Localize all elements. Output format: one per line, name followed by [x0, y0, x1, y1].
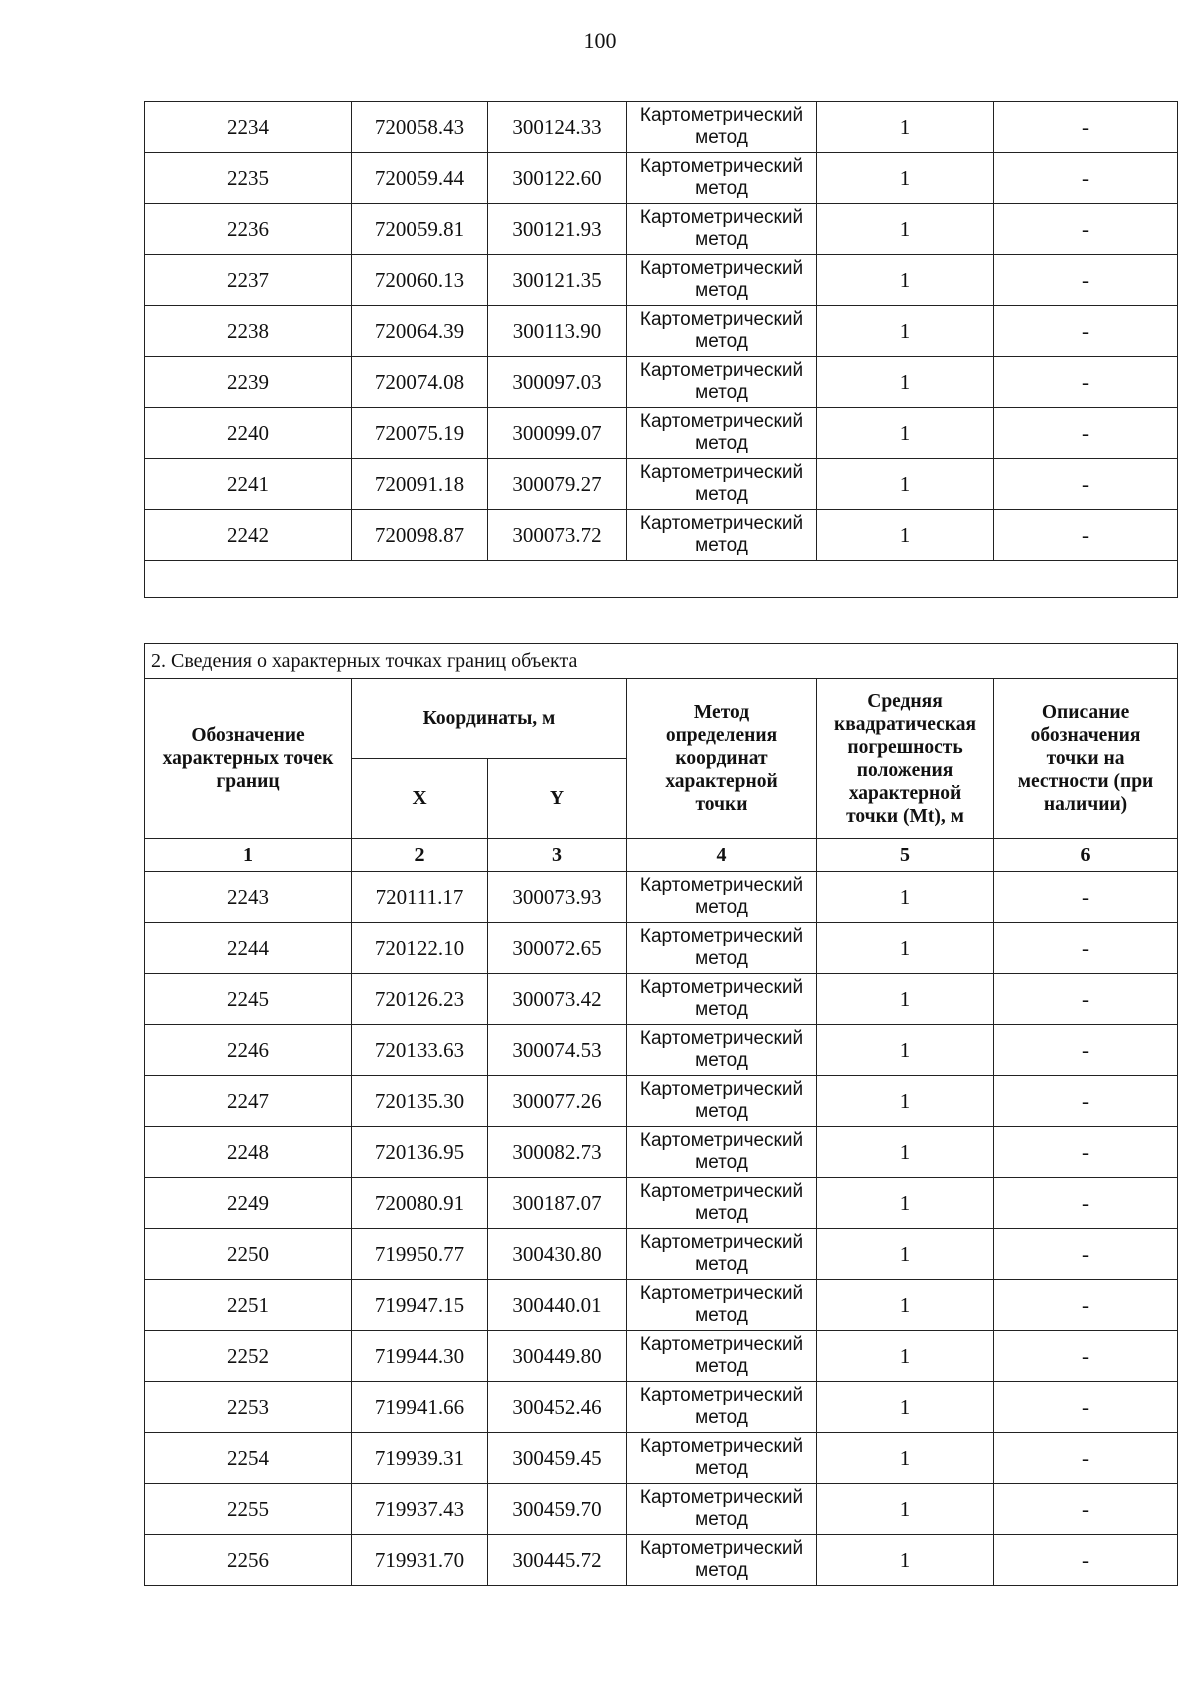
mean-error-cell: 1 — [817, 1229, 994, 1280]
description-cell: - — [994, 204, 1178, 255]
point-cell: 2255 — [145, 1484, 352, 1535]
method-line: метод — [695, 1050, 748, 1071]
description-cell: - — [994, 1127, 1178, 1178]
point-cell: 2241 — [145, 459, 352, 510]
column-number: 3 — [488, 839, 627, 872]
point-cell: 2236 — [145, 204, 352, 255]
method-line: метод — [695, 1152, 748, 1173]
table-row — [145, 357, 1178, 408]
method-line: метод — [695, 535, 748, 556]
method-line: метод — [695, 1560, 748, 1581]
description-cell: - — [994, 357, 1178, 408]
method-line: метод — [695, 433, 748, 454]
point-cell: 2253 — [145, 1382, 352, 1433]
method-cell — [627, 306, 817, 357]
y-coordinate-cell: 300452.46 — [488, 1382, 627, 1433]
header-method: Метод определения координат характерной точки — [627, 679, 817, 839]
y-coordinate-cell: 300073.72 — [488, 510, 627, 561]
method-line: Картометрический — [639, 258, 804, 279]
y-coordinate-cell: 300459.45 — [488, 1433, 627, 1484]
method-line: метод — [695, 280, 748, 301]
description-cell: - — [994, 923, 1178, 974]
table-row — [145, 1280, 1178, 1331]
table-row — [145, 1433, 1178, 1484]
header-mean-error: Средняя квадратическая погрешность положения характерной точки (Mt), м — [817, 679, 994, 839]
method-line: метод — [695, 484, 748, 505]
method-cell — [627, 1025, 817, 1076]
point-cell: 2249 — [145, 1178, 352, 1229]
y-coordinate-cell: 300082.73 — [488, 1127, 627, 1178]
point-cell: 2248 — [145, 1127, 352, 1178]
point-cell: 2238 — [145, 306, 352, 357]
description-cell: - — [994, 1076, 1178, 1127]
column-number: 6 — [994, 839, 1178, 872]
point-cell: 2240 — [145, 408, 352, 459]
table-row — [145, 153, 1178, 204]
table-row — [145, 1382, 1178, 1433]
table-row — [145, 1178, 1178, 1229]
boundary-points-table-continued — [144, 101, 1178, 598]
method-line: Картометрический — [639, 1385, 804, 1406]
description-cell: - — [994, 306, 1178, 357]
x-coordinate-cell: 719947.15 — [352, 1280, 488, 1331]
method-line: Картометрический — [639, 360, 804, 381]
method-line: Картометрический — [639, 207, 804, 228]
point-cell: 2239 — [145, 357, 352, 408]
method-cell — [627, 1484, 817, 1535]
caption-row — [145, 644, 1178, 679]
method-cell — [627, 1331, 817, 1382]
header-row — [145, 679, 1178, 759]
x-coordinate-cell: 719944.30 — [352, 1331, 488, 1382]
mean-error-cell: 1 — [817, 102, 994, 153]
y-coordinate-cell: 300074.53 — [488, 1025, 627, 1076]
method-line: Картометрический — [639, 926, 804, 947]
method-line: метод — [695, 897, 748, 918]
x-coordinate-cell: 720075.19 — [352, 408, 488, 459]
method-line: метод — [695, 382, 748, 403]
method-cell — [627, 1535, 817, 1586]
point-cell: 2237 — [145, 255, 352, 306]
x-coordinate-cell: 720091.18 — [352, 459, 488, 510]
table-row — [145, 872, 1178, 923]
y-coordinate-cell: 300187.07 — [488, 1178, 627, 1229]
method-line: метод — [695, 1458, 748, 1479]
method-cell — [627, 1280, 817, 1331]
method-line: метод — [695, 999, 748, 1020]
x-coordinate-cell: 720060.13 — [352, 255, 488, 306]
method-line: метод — [695, 127, 748, 148]
mean-error-cell: 1 — [817, 1484, 994, 1535]
x-coordinate-cell: 720058.43 — [352, 102, 488, 153]
method-cell — [627, 1229, 817, 1280]
description-cell: - — [994, 102, 1178, 153]
method-line: Картометрический — [639, 1130, 804, 1151]
mean-error-cell: 1 — [817, 1382, 994, 1433]
point-cell: 2243 — [145, 872, 352, 923]
y-coordinate-cell: 300124.33 — [488, 102, 627, 153]
table-row — [145, 306, 1178, 357]
description-cell: - — [994, 408, 1178, 459]
table-body — [145, 872, 1178, 1586]
method-cell — [627, 872, 817, 923]
x-coordinate-cell: 719939.31 — [352, 1433, 488, 1484]
y-coordinate-cell: 300430.80 — [488, 1229, 627, 1280]
description-cell: - — [994, 1229, 1178, 1280]
method-line: метод — [695, 1305, 748, 1326]
description-cell: - — [994, 1280, 1178, 1331]
description-cell: - — [994, 255, 1178, 306]
method-line: Картометрический — [639, 513, 804, 534]
y-coordinate-cell: 300121.35 — [488, 255, 627, 306]
method-line: метод — [695, 331, 748, 352]
method-line: Картометрический — [639, 1079, 804, 1100]
method-line: Картометрический — [639, 156, 804, 177]
mean-error-cell: 1 — [817, 1535, 994, 1586]
table-row — [145, 204, 1178, 255]
header-x: X — [352, 759, 488, 839]
mean-error-cell: 1 — [817, 1433, 994, 1484]
mean-error-cell: 1 — [817, 1025, 994, 1076]
method-cell — [627, 1127, 817, 1178]
point-cell: 2246 — [145, 1025, 352, 1076]
mean-error-cell: 1 — [817, 153, 994, 204]
point-cell: 2235 — [145, 153, 352, 204]
header-y: Y — [488, 759, 627, 839]
method-line: Картометрический — [639, 1283, 804, 1304]
method-line: метод — [695, 178, 748, 199]
method-cell — [627, 1076, 817, 1127]
mean-error-cell: 1 — [817, 1178, 994, 1229]
table-row — [145, 1076, 1178, 1127]
x-coordinate-cell: 720098.87 — [352, 510, 488, 561]
method-line: Картометрический — [639, 1436, 804, 1457]
method-line: Картометрический — [639, 105, 804, 126]
mean-error-cell: 1 — [817, 1280, 994, 1331]
x-coordinate-cell: 720135.30 — [352, 1076, 488, 1127]
method-line: Картометрический — [639, 1181, 804, 1202]
mean-error-cell: 1 — [817, 408, 994, 459]
table-row — [145, 459, 1178, 510]
point-cell: 2252 — [145, 1331, 352, 1382]
empty-cell — [145, 561, 1178, 598]
boundary-points-table — [144, 643, 1178, 1586]
method-line: Картометрический — [639, 411, 804, 432]
method-line: Картометрический — [639, 1232, 804, 1253]
x-coordinate-cell: 719931.70 — [352, 1535, 488, 1586]
table-row — [145, 1229, 1178, 1280]
table-body — [145, 102, 1178, 561]
header-point-designation: Обозначение характерных точек границ — [145, 679, 352, 839]
x-coordinate-cell: 720064.39 — [352, 306, 488, 357]
y-coordinate-cell: 300122.60 — [488, 153, 627, 204]
mean-error-cell: 1 — [817, 357, 994, 408]
description-cell: - — [994, 1178, 1178, 1229]
method-cell — [627, 153, 817, 204]
table-caption: 2. Сведения о характерных точках границ объекта — [145, 644, 1178, 679]
x-coordinate-cell: 720074.08 — [352, 357, 488, 408]
x-coordinate-cell: 720122.10 — [352, 923, 488, 974]
mean-error-cell: 1 — [817, 1127, 994, 1178]
method-cell — [627, 255, 817, 306]
y-coordinate-cell: 300073.93 — [488, 872, 627, 923]
column-number: 4 — [627, 839, 817, 872]
column-number: 2 — [352, 839, 488, 872]
x-coordinate-cell: 719950.77 — [352, 1229, 488, 1280]
method-cell — [627, 1178, 817, 1229]
table-row — [145, 510, 1178, 561]
description-cell: - — [994, 510, 1178, 561]
x-coordinate-cell: 720059.44 — [352, 153, 488, 204]
y-coordinate-cell: 300449.80 — [488, 1331, 627, 1382]
method-line: метод — [695, 1509, 748, 1530]
table-row — [145, 1535, 1178, 1586]
description-cell: - — [994, 1484, 1178, 1535]
method-cell — [627, 102, 817, 153]
method-line: Картометрический — [639, 875, 804, 896]
table-row — [145, 102, 1178, 153]
y-coordinate-cell: 300459.70 — [488, 1484, 627, 1535]
description-cell: - — [994, 1025, 1178, 1076]
method-line: метод — [695, 1101, 748, 1122]
description-cell: - — [994, 974, 1178, 1025]
mean-error-cell: 1 — [817, 204, 994, 255]
x-coordinate-cell: 720136.95 — [352, 1127, 488, 1178]
y-coordinate-cell: 300073.42 — [488, 974, 627, 1025]
mean-error-cell: 1 — [817, 510, 994, 561]
mean-error-cell: 1 — [817, 255, 994, 306]
table-row — [145, 408, 1178, 459]
x-coordinate-cell: 720126.23 — [352, 974, 488, 1025]
method-line: метод — [695, 1203, 748, 1224]
mean-error-cell: 1 — [817, 1331, 994, 1382]
column-number: 5 — [817, 839, 994, 872]
method-line: Картометрический — [639, 462, 804, 483]
table-row — [145, 1025, 1178, 1076]
point-cell: 2251 — [145, 1280, 352, 1331]
description-cell: - — [994, 1331, 1178, 1382]
y-coordinate-cell: 300445.72 — [488, 1535, 627, 1586]
method-line: метод — [695, 1407, 748, 1428]
method-line: Картометрический — [639, 309, 804, 330]
method-line: Картометрический — [639, 1487, 804, 1508]
x-coordinate-cell: 720111.17 — [352, 872, 488, 923]
x-coordinate-cell: 720059.81 — [352, 204, 488, 255]
description-cell: - — [994, 1535, 1178, 1586]
method-cell — [627, 510, 817, 561]
column-number: 1 — [145, 839, 352, 872]
point-cell: 2242 — [145, 510, 352, 561]
method-cell — [627, 408, 817, 459]
mean-error-cell: 1 — [817, 306, 994, 357]
x-coordinate-cell: 720080.91 — [352, 1178, 488, 1229]
point-cell: 2250 — [145, 1229, 352, 1280]
y-coordinate-cell: 300099.07 — [488, 408, 627, 459]
point-cell: 2247 — [145, 1076, 352, 1127]
table-row — [145, 1331, 1178, 1382]
method-line: метод — [695, 948, 748, 969]
x-coordinate-cell: 719937.43 — [352, 1484, 488, 1535]
mean-error-cell: 1 — [817, 459, 994, 510]
x-coordinate-cell: 720133.63 — [352, 1025, 488, 1076]
empty-row — [145, 561, 1178, 598]
table-row — [145, 255, 1178, 306]
description-cell: - — [994, 459, 1178, 510]
y-coordinate-cell: 300079.27 — [488, 459, 627, 510]
page-number: 100 — [583, 28, 617, 53]
column-numbers-row — [145, 839, 1178, 872]
point-cell: 2254 — [145, 1433, 352, 1484]
description-cell: - — [994, 872, 1178, 923]
y-coordinate-cell: 300440.01 — [488, 1280, 627, 1331]
table-row — [145, 923, 1178, 974]
method-line: Картометрический — [639, 1334, 804, 1355]
mean-error-cell: 1 — [817, 923, 994, 974]
method-cell — [627, 204, 817, 255]
point-cell: 2234 — [145, 102, 352, 153]
y-coordinate-cell: 300097.03 — [488, 357, 627, 408]
method-line: Картометрический — [639, 977, 804, 998]
method-cell — [627, 974, 817, 1025]
y-coordinate-cell: 300113.90 — [488, 306, 627, 357]
mean-error-cell: 1 — [817, 872, 994, 923]
table-row — [145, 974, 1178, 1025]
x-coordinate-cell: 719941.66 — [352, 1382, 488, 1433]
description-cell: - — [994, 153, 1178, 204]
method-cell — [627, 923, 817, 974]
point-cell: 2244 — [145, 923, 352, 974]
point-cell: 2245 — [145, 974, 352, 1025]
method-cell — [627, 1433, 817, 1484]
method-line: метод — [695, 229, 748, 250]
y-coordinate-cell: 300072.65 — [488, 923, 627, 974]
point-cell: 2256 — [145, 1535, 352, 1586]
method-line: Картометрический — [639, 1538, 804, 1559]
mean-error-cell: 1 — [817, 974, 994, 1025]
method-line: метод — [695, 1254, 748, 1275]
description-cell: - — [994, 1433, 1178, 1484]
mean-error-cell: 1 — [817, 1076, 994, 1127]
description-cell: - — [994, 1382, 1178, 1433]
method-line: метод — [695, 1356, 748, 1377]
header-description: Описание обозначения точки на местности (при наличии) — [994, 679, 1178, 839]
y-coordinate-cell: 300121.93 — [488, 204, 627, 255]
table-row — [145, 1484, 1178, 1535]
method-line: Картометрический — [639, 1028, 804, 1049]
y-coordinate-cell: 300077.26 — [488, 1076, 627, 1127]
table-row — [145, 1127, 1178, 1178]
method-cell — [627, 459, 817, 510]
header-coordinates: Координаты, м — [352, 679, 627, 759]
method-cell — [627, 1382, 817, 1433]
method-cell — [627, 357, 817, 408]
